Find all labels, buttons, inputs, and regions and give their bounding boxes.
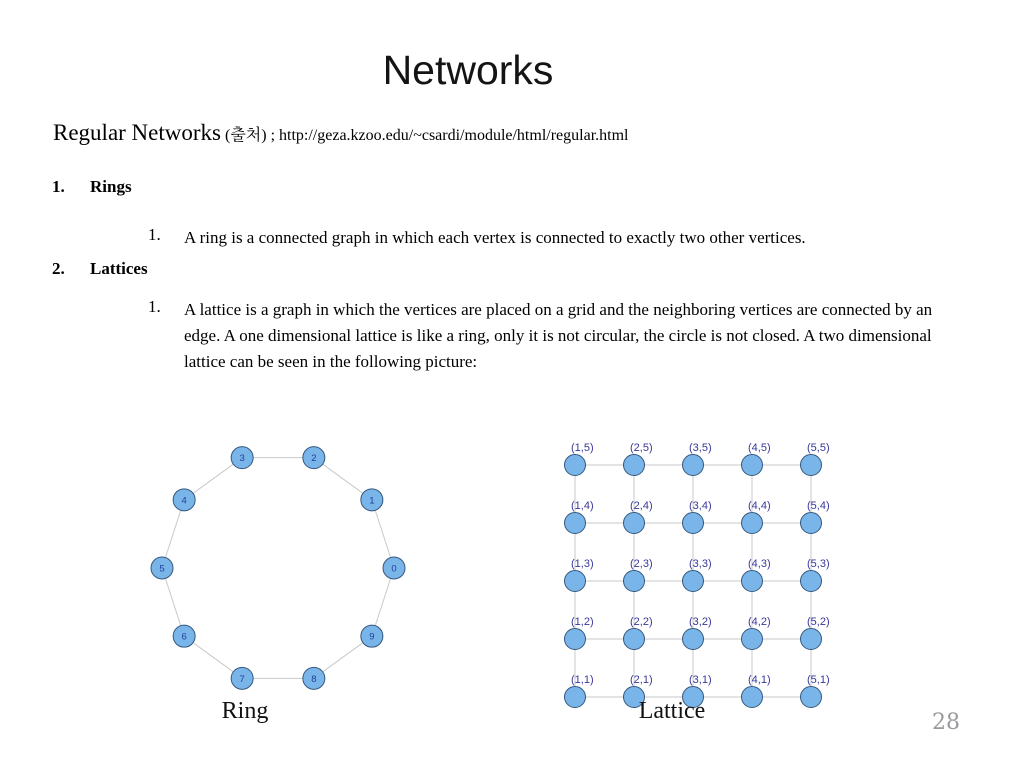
lattice-node-(2,5) [624, 442, 653, 476]
lattice-node-label: (1,3) [571, 558, 594, 570]
list-subitem-number: 1. [148, 225, 161, 244]
ring-node-label: 7 [239, 673, 245, 685]
lattice-node-label: (2,4) [630, 500, 653, 512]
lattice-node-label: (1,2) [571, 616, 594, 628]
lattice-node-(1,2) [565, 616, 594, 650]
lattice-node-(1,4) [565, 500, 594, 534]
ring-node-3 [231, 447, 253, 469]
lattice-node-label: (2,1) [630, 674, 653, 686]
lattice-node-label: (3,4) [689, 500, 712, 512]
lattice-node-(2,3) [624, 558, 653, 592]
lattice-node-label: (4,3) [748, 558, 771, 570]
lattice-node-(3,3) [683, 558, 712, 592]
lattice-node-label: (5,3) [807, 558, 830, 570]
lattice-node-label: (5,5) [807, 442, 830, 454]
ring-node-8 [303, 667, 325, 689]
list-item-number: 1. [52, 177, 65, 196]
ring-node-6 [173, 625, 195, 647]
ring-node-label: 8 [311, 673, 317, 685]
list-item-label: Rings [90, 177, 132, 196]
lattice-node-(4,3) [742, 558, 771, 592]
lattice-node-label: (3,5) [689, 442, 712, 454]
ring-node-4 [173, 489, 195, 511]
section-heading-source-url: (출처) ; http://geza.kzoo.edu/~csardi/module/html/regular.html [225, 127, 629, 144]
section-heading-text: Regular Networks [53, 120, 221, 145]
ring-node-label: 4 [181, 495, 187, 507]
ring-node-label: 5 [159, 563, 165, 575]
lattice-node-label: (4,4) [748, 500, 771, 512]
section-heading [53, 120, 628, 146]
lattice-node-(4,5) [742, 442, 771, 476]
lattice-node-label: (5,4) [807, 500, 830, 512]
lattice-node-(1,1) [565, 674, 594, 708]
list-item-number: 2. [52, 259, 65, 278]
lattice-node-label: (4,2) [748, 616, 771, 628]
lattice-node-(1,3) [565, 558, 594, 592]
ring-node-1 [361, 489, 383, 511]
lattice-node-(1,5) [565, 442, 594, 476]
slide-title: Networks [382, 47, 554, 94]
lattice-network-diagram [548, 430, 878, 730]
page-number: 28 [932, 710, 960, 735]
lattice-node-label: (1,5) [571, 442, 594, 454]
lattice-node-label: (3,1) [689, 674, 712, 686]
lattice-node-(2,4) [624, 500, 653, 534]
lattice-node-label: (4,1) [748, 674, 771, 686]
list-subitem-number: 1. [148, 297, 161, 316]
list-subitem-text: A ring is a connected graph in which each vertex is connected to exactly two other vertices. [184, 228, 806, 247]
lattice-node-label: (3,3) [689, 558, 712, 570]
ring-node-2 [303, 447, 325, 469]
lattice-node-(5,4) [801, 500, 830, 534]
lattice-node-(5,1) [801, 674, 830, 708]
lattice-node-label: (4,5) [748, 442, 771, 454]
lattice-node-(2,2) [624, 616, 653, 650]
ring-node-label: 1 [369, 495, 375, 507]
lattice-node-(3,5) [683, 442, 712, 476]
lattice-node-(5,5) [801, 442, 830, 476]
lattice-node-label: (1,1) [571, 674, 594, 686]
lattice-node-(4,2) [742, 616, 771, 650]
lattice-node-(5,2) [801, 616, 830, 650]
lattice-node-label: (1,4) [571, 500, 594, 512]
lattice-node-label: (2,3) [630, 558, 653, 570]
lattice-node-label: (5,1) [807, 674, 830, 686]
ring-node-7 [231, 667, 253, 689]
ring-node-9 [361, 625, 383, 647]
lattice-node-label: (2,5) [630, 442, 653, 454]
lattice-node-label: (5,2) [807, 616, 830, 628]
ring-node-5 [151, 557, 173, 579]
lattice-node-(3,4) [683, 500, 712, 534]
ring-node-label: 3 [239, 453, 245, 465]
lattice-node-label: (3,2) [689, 616, 712, 628]
lattice-node-(4,1) [742, 674, 771, 708]
ring-caption: Ring [221, 698, 269, 724]
list-item-label: Lattices [90, 259, 148, 278]
list-subitem-text: A lattice is a graph in which the vertices are placed on a grid and the neighboring vertices are connected by an edge. A one dimensional lattice is like a ring, only it is not circular, the circle is not closed. A two dimensional lattice can be seen in the following picture: [184, 300, 933, 371]
lattice-node-(5,3) [801, 558, 830, 592]
lattice-node-(4,4) [742, 500, 771, 534]
ring-network-diagram [128, 428, 428, 728]
ring-node-label: 2 [311, 453, 317, 465]
lattice-caption: Lattice [638, 698, 706, 724]
ring-node-0 [383, 557, 405, 579]
lattice-node-(3,2) [683, 616, 712, 650]
ring-node-label: 9 [369, 631, 375, 643]
ring-node-label: 6 [181, 631, 187, 643]
lattice-node-label: (2,2) [630, 616, 653, 628]
ring-node-label: 0 [391, 563, 397, 575]
